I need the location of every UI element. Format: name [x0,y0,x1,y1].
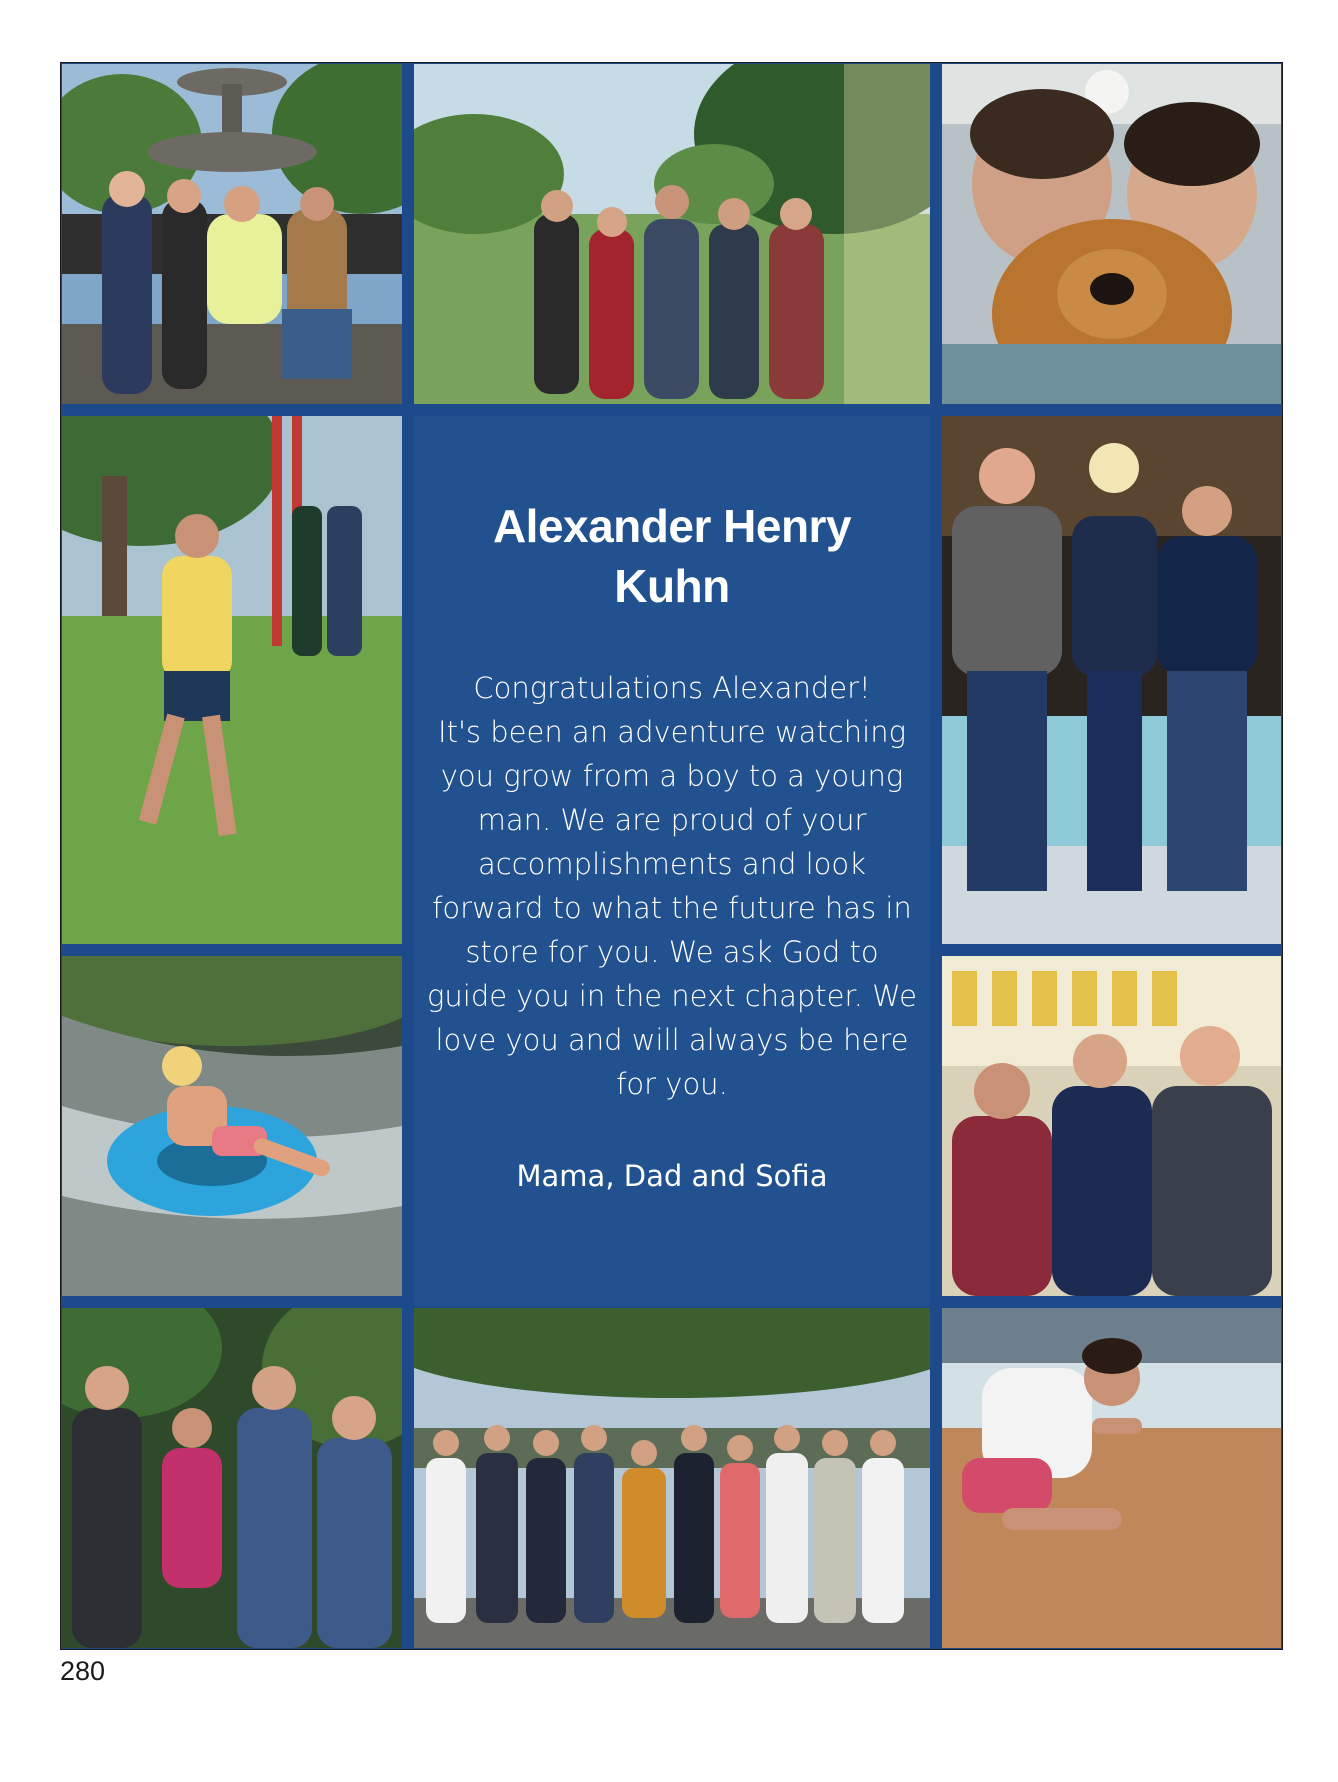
message-line: store for you. We ask God to [465,935,879,969]
photo-family-fountain [62,64,402,404]
message-line: forward to what the future has in [432,891,912,925]
photo-friends-lawn [414,64,930,404]
message-line: love you and will always be here [435,1023,909,1057]
tribute-title [414,496,930,616]
tribute-message [420,666,924,1106]
tribute-panel [414,416,930,1306]
message-line: man. We are proud of your [477,803,867,837]
photo-tubing-river [62,956,402,1296]
message-line: It's been an adventure watching [438,715,906,749]
photo-kids-dog-selfie [942,64,1281,404]
photo-cross-country-run [62,416,402,944]
title-line-2: Kuhn [614,560,730,612]
title-line-1: Alexander Henry [492,500,852,552]
photo-boys-group-parking [414,1308,930,1648]
message-line: accomplishments and look [478,847,866,881]
photo-beach-crouch [942,1308,1281,1648]
tribute-signature: Mama, Dad and Sofia [516,1159,828,1193]
message-line: you grow from a boy to a young [440,759,904,793]
photo-dad-son-mom-dock [942,416,1281,944]
photo-prom-group-four [62,1308,402,1648]
message-line: guide you in the next chapter. We [427,979,917,1013]
page-number: 280 [60,1656,106,1686]
message-line: for you. [616,1067,728,1101]
message-line: Congratulations Alexander! [473,671,871,705]
photo-family-gym [942,956,1281,1296]
